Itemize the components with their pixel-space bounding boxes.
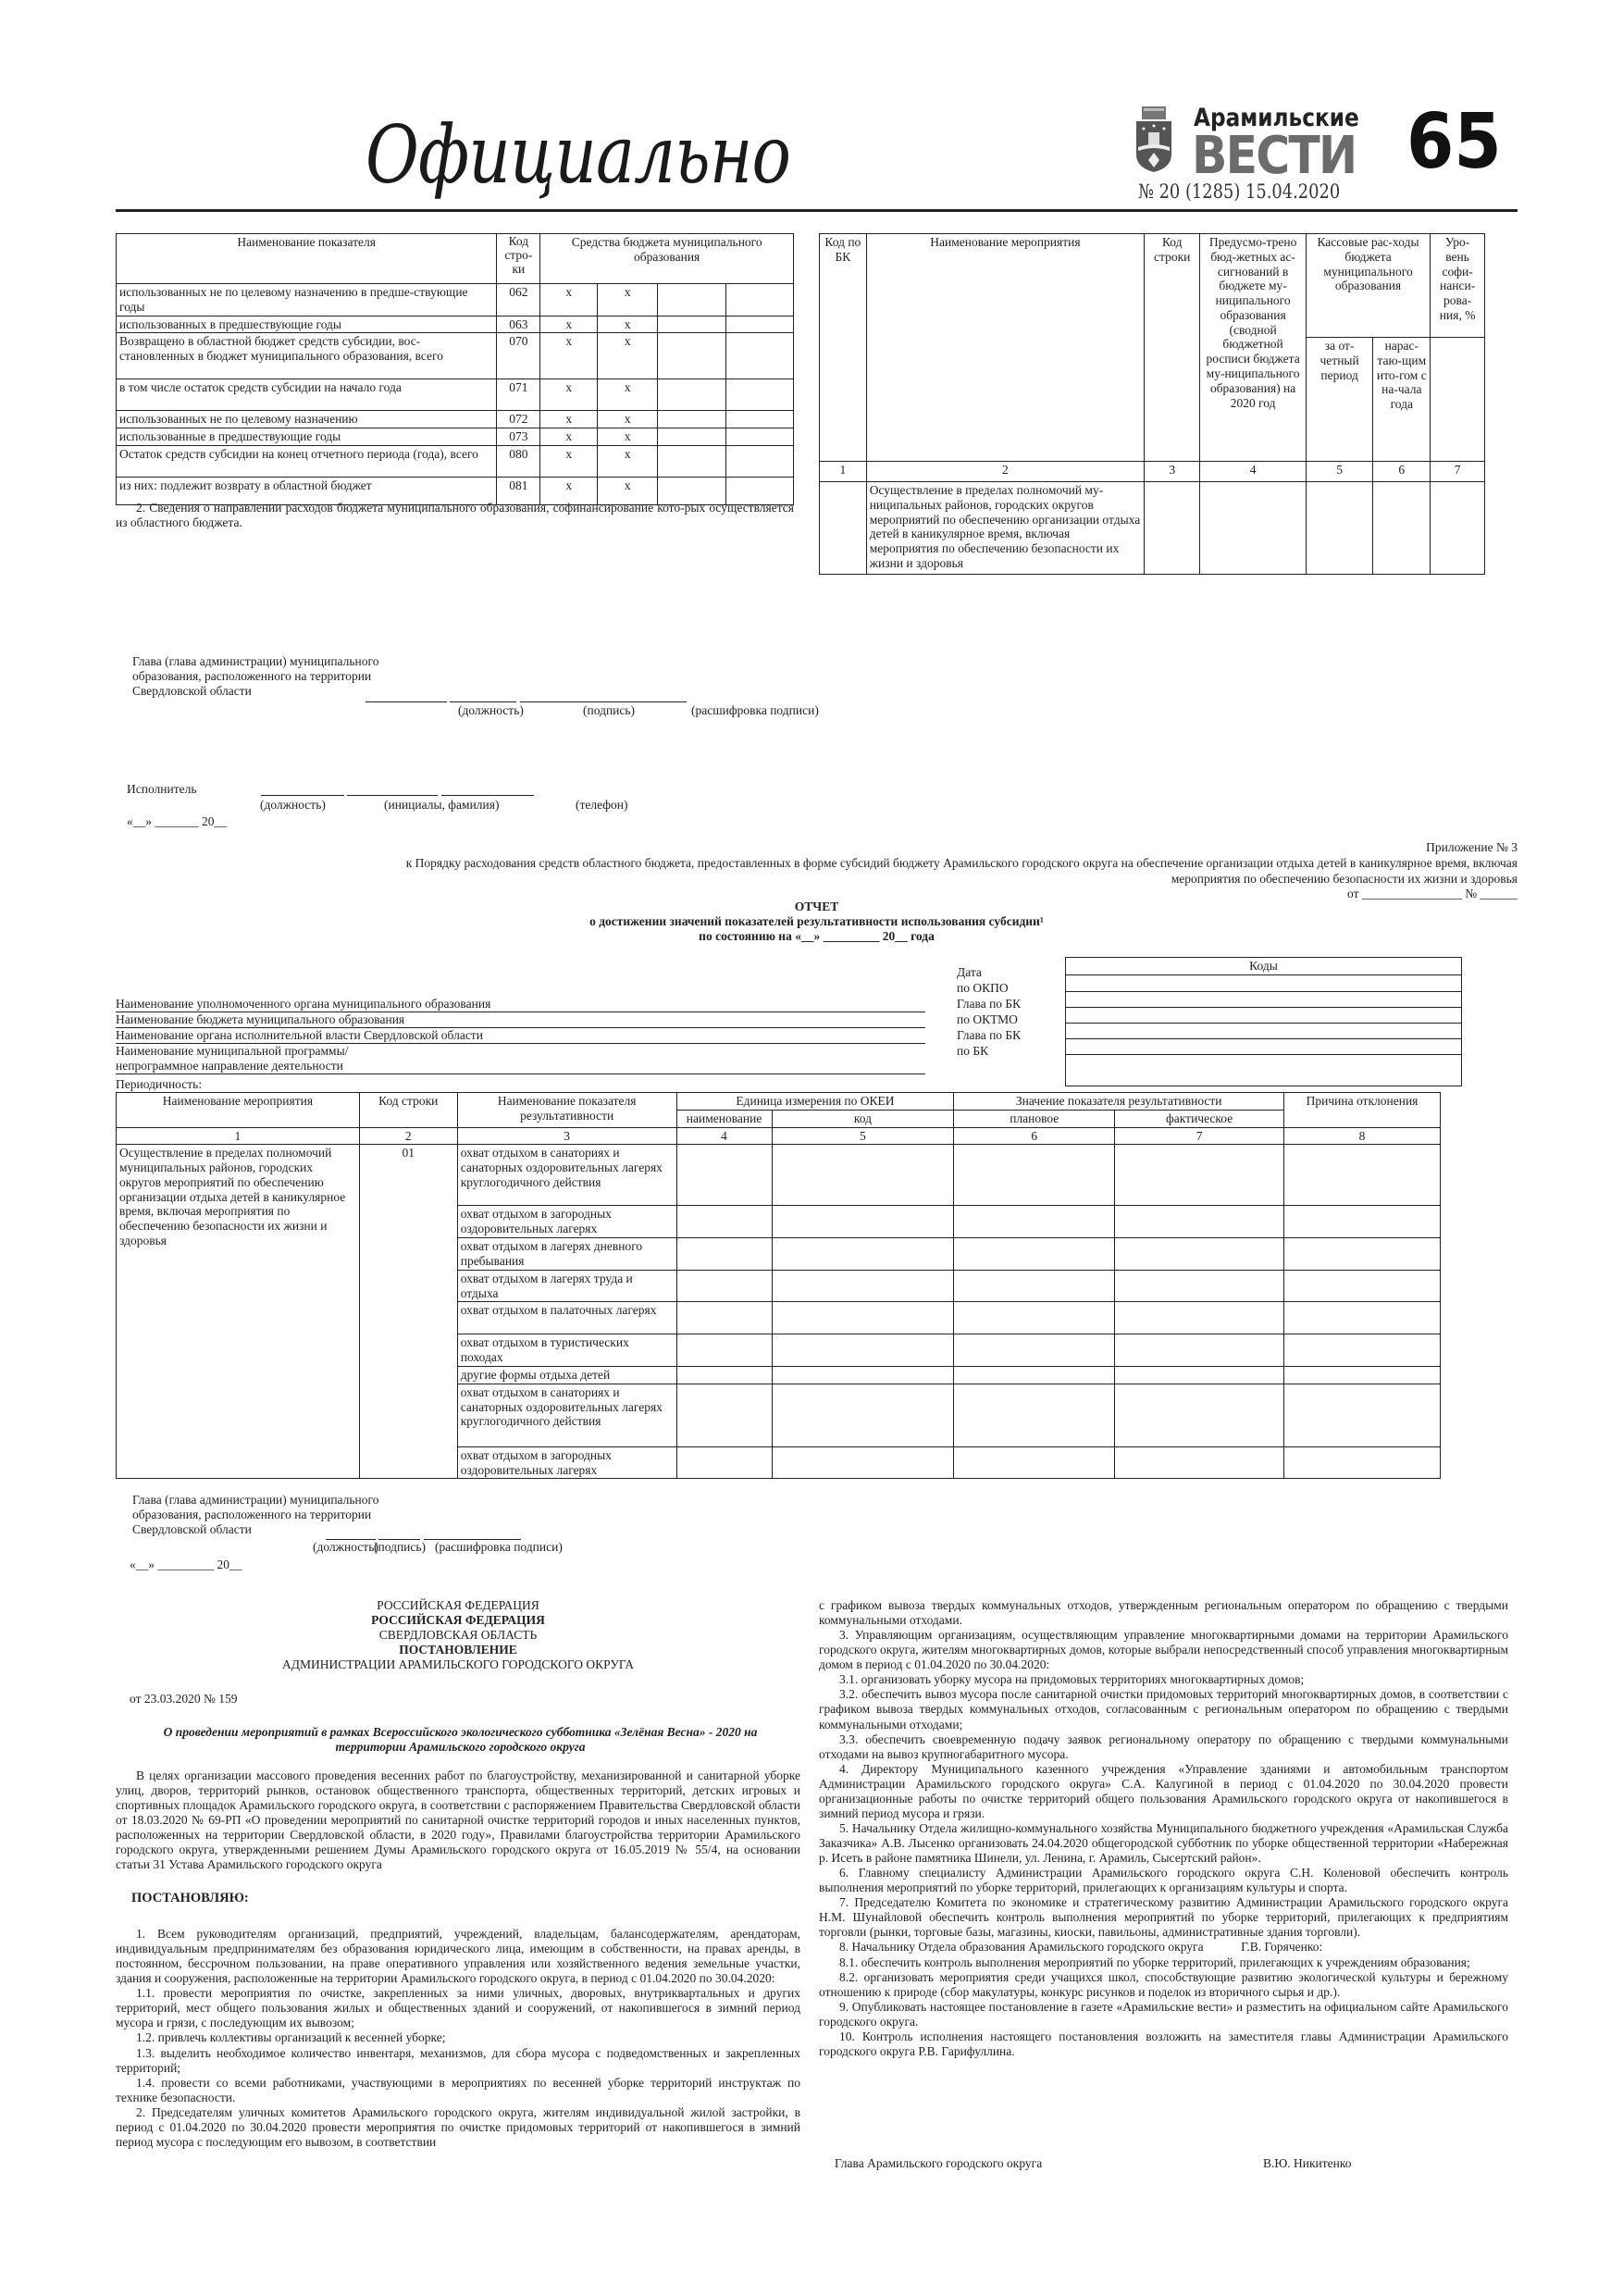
codes-table (1065, 957, 1462, 1086)
decree-paragraph: 4. Директору Муниципального казенного учреждения «Управление зданиями и автомобильным транспортом Администрации Арамильского городского округа» С.А. Калугиной в период с 01.04.2020 по 30.04.2020 провести организационные работы по очистке территорий общего пользования Арамильского городского округа от накопившегося в зимний период мусора и грязи. (819, 1761, 1508, 1820)
table-row: Осуществление в пределах полномочий муниципальных районов, городских округов мероприятий по обеспечению организации отдыха детей в каникулярное время, включая мероприятия по обеспечению безопасности их жизни и здоровья 01 охват отдыхом в санаториях и санаторных оздоровительных лагерях круглогодичного действия (117, 1145, 1441, 1206)
header-value-plan: плановое (954, 1110, 1115, 1127)
decree-left-column (116, 1927, 800, 2150)
decree-paragraph: 10. Контроль исполнения настоящего постановления возложить на заместителя главы Администрации Арамильского городского округа Р.В. Гарифуллина. (819, 2029, 1508, 2058)
field-executive-body: Наименование органа исполнительной власти Свердловской области (116, 1028, 925, 1044)
decree-paragraph: с графиком вывоза твердых коммунальных отходов, утвержденным региональным оператором по обращению с твердыми коммунальными отходами. (819, 1598, 1508, 1628)
decree-paragraph: 3. Управляющим организациям, осуществляющим управление многоквартирными домами на территории Арамильского городского округа, жителям многоквартирных домов, которые выбрали непосредственный способ управления многоквартирным домом в период с 01.04.2020 по 30.04.2020: (819, 1628, 1508, 1672)
table-row: использованных в предшествующие годы 063 x x (117, 316, 794, 333)
header-unit: Единица измерения по ОКЕИ (676, 1093, 954, 1111)
decree-header-3: СВЕРДЛОВСКАЯ ОБЛАСТЬ (378, 1628, 538, 1642)
appendix-line1: к Порядку расходования средств областного бюджета, предоставленных в форме субсидий бюджету Арамильского городского округа на обеспечение организации отдыха детей в каникулярное время, включая (405, 856, 1518, 870)
code-label-glava2: Глава по БК (957, 1028, 1022, 1042)
code-label-oktmo: по ОКТМО (957, 1012, 1018, 1026)
decree-paragraph: 1.4. провести со всеми работниками, участвующими в мероприятиях по весенней уборке территорий инструктаж по технике безопасности. (116, 2075, 800, 2104)
appendix-line3: от ________________ № ______ (1347, 887, 1518, 900)
budget-expenses-table: Код по БК Наименование мероприятия Код строки Предусмо-трено бюд-жетных ас-сигнований в бюджете му-ниципального образования (сводной бюджетной росписи бюджета му-ниципального образования) на 2020 год Кассовые рас-ходы бюджета муниципального образования Уро-вень софи-нанси-рова-ния, % за от-четный период нарас-таю-щим ито-гом с на-чала года 1 2 3 4 5 6 7 Осуществление в пределах полномочий му-ниципальных районов, городских округов мероприятий по обеспечению организации отдыха детей в каникулярное время, включая мероприятия по обеспечению безопасности их жизни и здоровья (819, 233, 1485, 575)
field-budget: Наименование бюджета муниципального образования (116, 1012, 925, 1028)
decree-paragraph: 6. Главному специалисту Администрации Арамильского городского округа С.Н. Коленовой обеспечить контроль выполнения мероприятий по уборке территорий, прилегающих к организациям культуры и спорта. (819, 1866, 1508, 1895)
header-reason: Причина отклонения (1284, 1093, 1441, 1128)
decree-paragraph: 1. Всем руководителям организаций, предприятий, учреждений, владельцам, балансодержателям, арендаторам, индивидуальным предпринимателям без образования юридического лица, имеющим в собственности, на правах аренды, в постоянном, бессрочном пользовании, на праве оперативного управления или хозяйственного ведения земельные участки, здания и сооружения, расположенные на территории Арамильского городского округа, в период с 01.04.2020 по 30.04.2020: (116, 1927, 800, 1986)
executor-label-position: (должность) (260, 798, 326, 812)
header-unit-code: код (772, 1110, 954, 1127)
codes-header: Коды (1066, 958, 1462, 975)
decree-paragraph: 5. Начальнику Отдела жилищно-коммунального хозяйства Муниципального бюджетного учреждения «Арамильская Служба Заказчика» А.В. Лысенко организовать 24.04.2020 общегородской субботник по уборке общественной территории «Набережная р. Исеть в районе памятника Шинели, ул. Ленина, г. Арамиль, Сысертский район». (819, 1820, 1508, 1866)
decree-header-5: АДМИНИСТРАЦИИ АРАМИЛЬСКОГО ГОРОДСКОГО ОКРУГА (282, 1657, 634, 1671)
code-label-okpo: по ОКПО (957, 981, 1009, 995)
code-label-bk: по БК (957, 1044, 989, 1058)
signature-label-decode: (расшифровка подписи) (691, 703, 819, 717)
table-row: использованных не по целевому назначению в предше-ствующие годы 062 x x (117, 284, 794, 316)
header-code: Код строки (359, 1093, 457, 1128)
periodicity-label: Периодичность: (116, 1077, 203, 1091)
signature-lines (365, 691, 687, 706)
table-row: в том числе остаток средств субсидии на начало года 071 x x (117, 379, 794, 411)
signature2-label-sign: (подпись) (374, 1540, 427, 1554)
decree-paragraph: 1.1. провести мероприятия по очистке, закрепленных за ними уличных, дворовых, внутриквартальных и других территорий, мест общего пользования жилых и общественных зданий и сооружений, от накопившегося в зимний период мусора и грязи, с последующим их вывозом; (116, 1986, 800, 2030)
header-row-code: Код строки (1145, 234, 1200, 462)
table-row: охват отдыхом в палаточных лагерях (117, 1302, 1441, 1334)
decree-paragraph: 3.1. организовать уборку мусора на придомовых территориях многоквартирных домов; (839, 1672, 1305, 1687)
header-event: Наименование мероприятия (117, 1093, 360, 1128)
decree-paragraph: 8.2. организовать мероприятия среди учащихся школ, способствующие развитию экологической культуры и бережному отношению к природе (сбор макулатуры, конкурс рисунков и поделок из вторичного сырья и др.). (819, 1969, 1508, 1999)
header-cash-cumulative: нарас-таю-щим ито-гом с на-чала года (1373, 338, 1431, 462)
table-row: охват отдыхом в загородных оздоровительных лагерях (117, 1446, 1441, 1479)
header-indicator: Наименование показателя (117, 234, 497, 284)
header-divider (116, 209, 1518, 212)
decree-paragraph: 2. Председателям уличных комитетов Арамильского городского округа, жителям индивидуальной жилой застройки, в период с 01.04.2020 по 30.04.2020 провести мероприятия по очистке придомовых территорий от накопившегося в зимний период мусора с последующим его вывозом, в соответствии (116, 2104, 800, 2149)
table-row: Остаток средств субсидии на конец отчетного периода (года), всего 080 x x (117, 445, 794, 477)
signature2-date: «__» _________ 20__ (130, 1558, 242, 1571)
table-row: охват отдыхом в санаториях и санаторных оздоровительных лагерях круглогодичного действия (117, 1384, 1441, 1446)
signature2-position: Глава (глава администрации) муниципального образования, расположенного на территории Свердловской области (132, 1493, 379, 1537)
header-indicator: Наименование показателя результативности (457, 1093, 676, 1128)
appendix-title: Приложение № 3 (1426, 840, 1518, 854)
brand-logo-text: ВЕСТИ (1192, 126, 1357, 186)
decree-paragraph: 9. Опубликовать настоящее постановление в газете «Арамильские вести» и разместить на официальном сайте Арамильского городского округа. (819, 1999, 1508, 2029)
table-row: охват отдыхом в загородных оздоровительных лагерях (117, 1206, 1441, 1238)
header-planned: Предусмо-трено бюд-жетных ас-сигнований в бюджете му-ниципального образования (сводной бюджетной росписи бюджета му-ниципального образования) на 2020 год (1200, 234, 1306, 462)
code-label-date: Дата (957, 965, 982, 979)
decree-paragraph: 3.3. обеспечить своевременную подачу заявок региональному оператору по обращению с твердыми коммунальными отходами на вывоз крупногабаритного мусора. (819, 1731, 1508, 1761)
header-event-name: Наименование мероприятия (866, 234, 1144, 462)
decree-paragraph: 1.3. выделить необходимое количество инвентаря, механизмов, для сбора мусора с подведомственных и закрепленных территорий; (116, 2045, 800, 2075)
decree-header-4: ПОСТАНОВЛЕНИЕ (399, 1643, 517, 1657)
header-code: Код стро- ки (497, 234, 540, 284)
table-row: охват отдыхом в лагерях труда и отдыха (117, 1270, 1441, 1302)
decree-paragraph: 8.1. обеспечить контроль выполнения мероприятий по уборке территорий, прилегающих к учреждениям образования; (839, 1955, 1470, 1969)
decree-right-column (819, 1598, 1508, 2059)
issue-number: № 20 (1285) 15.04.2020 (1138, 180, 1341, 203)
decree-paragraph: 8. Начальнику Отдела образования Арамильского городского округа Г.В. Горяченко: (839, 1940, 1323, 1955)
report-date-line: по состоянию на «__» _________ 20__ года (699, 929, 935, 943)
executor-label-name: (инициалы, фамилия) (384, 798, 500, 812)
header-value-fact: фактическое (1115, 1110, 1284, 1127)
executor-label-phone: (телефон) (576, 798, 628, 812)
table-row: другие формы отдыха детей (117, 1367, 1441, 1384)
decree-header-1: РОССИЙСКАЯ ФЕДЕРАЦИЯ (377, 1598, 539, 1612)
code-label-glava1: Глава по БК (957, 997, 1022, 1011)
report-title: ОТЧЕТ (794, 900, 839, 913)
header-cash-period: за от-четный период (1306, 338, 1373, 462)
report-subtitle: о достижении значений показателей результативности использования субсидии¹ (589, 914, 1044, 928)
executor-date: «__» _______ 20__ (127, 814, 227, 828)
table-row: охват отдыхом в туристических походах (117, 1334, 1441, 1367)
signature2-label-position: (должность) (313, 1540, 378, 1554)
table-row: использованных не по целевому назначению 072 x x (117, 411, 794, 428)
section-title: Официально (365, 109, 791, 202)
header-kbk: Код по БК (820, 234, 867, 462)
brand-name: Арамильские (1194, 104, 1359, 132)
signature-label-sign: (подпись) (583, 703, 636, 717)
table-row: использованные в предшествующие годы 073 x x (117, 428, 794, 446)
decree-header-2: РОССИЙСКАЯ ФЕДЕРАЦИЯ (371, 1613, 545, 1627)
effectiveness-table: Наименование мероприятия Код строки Наименование показателя результативности Единица измерения по ОКЕИ Значение показателя результативности Причина отклонения наименование код плановое фактическое 1 2 3 4 5 6 7 8 Осуществление в пределах полномочий муниципальных районов, городских округов мероприятий по обеспечению организации отдыха детей в каникулярное время, включая мероприятия по обеспечению безопасности их жизни и здоровья 01 охват отдыхом в санаториях и санаторных оздоровительных лагерях круглогодичного действия охват отдыхом в загородных оздоровительных лагерях охват отдыхом в лагерях дневного пребывания охват отдыхом в лагерях труда и отдыха охват отдыхом в палаточных лагерях охват отдыхом в туристических походах другие формы отдыха детей охват отдыхом в санаториях и санаторных оздоровительных лагерях круглогодичного действия охват отдыхом в загородных оздоровительных лагерях (116, 1092, 1441, 1479)
signature-position: Глава (глава администрации) муниципального образования, расположенного на территории Свердловской области (132, 654, 379, 699)
signer-title: Глава Арамильского городского округа (835, 2156, 1043, 2170)
header-unit-name: наименование (676, 1110, 772, 1127)
event-name: Осуществление в пределах полномочий муниципальных районов, городских округов мероприятий по обеспечению организации отдыха детей в каникулярное время, включая мероприятия по обеспечению безопасности их жизни и здоровья (117, 1145, 360, 1479)
subsidy-balance-table (116, 233, 794, 505)
signer-name: В.Ю. Никитенко (1263, 2156, 1352, 2170)
signature-label-position: (должность) (458, 703, 524, 717)
header-budget: Средства бюджета муниципального образования (540, 234, 794, 284)
decree-date: от 23.03.2020 № 159 (130, 1692, 238, 1706)
table-row: из них: подлежит возврату в областной бюджет 081 x x (117, 477, 794, 504)
field-authority: Наименование уполномоченного органа муниципального образования (116, 997, 925, 1012)
decree-paragraph: 7. Председателю Комитета по экономике и стратегическому развитию Администрации Арамильского городского округа Н.М. Шунайловой обеспечить контроль выполнения мероприятий по уборке территорий, прилегающих к предприятиям торговли (рынки, торговые базы, магазины, киоски, павильоны, административные здания торговли). (819, 1895, 1508, 1940)
page-number: 65 (1406, 98, 1502, 186)
executor-label: Исполнитель (127, 782, 197, 796)
appendix-line2: мероприятия по обеспечению безопасности их жизни и здоровья (1171, 872, 1518, 886)
decree-paragraph: 3.2. обеспечить вывоз мусора после санитарной очистки придомовых территорий многоквартирных домов, в соответствии с графиком вывоза твердых коммунальных отходов, согласованным с региональным оператором по обращению с твердыми коммунальными отходами; (819, 1687, 1508, 1731)
decree-paragraph: 1.2. привлечь коллективы организаций к весенней уборке; (136, 2030, 446, 2045)
header-cofinancing-level: Уро-вень софи-нанси-рова-ния, % (1431, 234, 1485, 338)
coat-of-arms-icon (1134, 105, 1173, 173)
decree-title: О проведении мероприятий в рамках Всероссийского экологического субботника «Зелёная Весна» - 2020 на территории Арамильского городского округа (163, 1725, 758, 1755)
header-cash: Кассовые рас-ходы бюджета муниципального образования (1306, 234, 1430, 338)
table-row: охват отдыхом в лагерях дневного пребывания (117, 1237, 1441, 1270)
signature2-label-decode: (расшифровка подписи) (435, 1540, 563, 1554)
row-code: 01 (359, 1145, 457, 1479)
header-value: Значение показателя результативности (954, 1093, 1284, 1111)
decree-word: ПОСТАНОВЛЯЮ: (131, 1891, 249, 1905)
table-row: Осуществление в пределах полномочий му-ниципальных районов, городских округов мероприятий по обеспечению организации отдыха детей в каникулярное время, включая мероприятия по обеспечению безопасности их жизни и здоровья (820, 482, 1485, 575)
table-row: Возвращено в областной бюджет средств субсидии, вос-становленных в бюджет муниципального образования, всего 070 x x (117, 333, 794, 379)
field-program: Наименование муниципальной программы/непрограммное направление деятельности (116, 1044, 925, 1074)
decree-preamble: В целях организации массового проведения весенних работ по благоустройству, механизированной и санитарной уборке улиц, дворов, территорий рынков, остановок общественного транспорта, общественных территорий, детских игровых и спортивных площадок Арамильского городского округа, в соответствии с распоряжением Правительства Свердловской области от 18.03.2020 № 69-РП «О проведении мероприятий по санитарной очистке территорий городов и иных населенных пунктов, расположенных на территории Свердловской области, в 2020 году», Правилами благоустройства территории Арамильского городского округа, утвержденными решением Думы Арамильского городского округа от 16.05.2019 № 55/4, на основании статьи 31 Устава Арамильского городского округа (116, 1769, 800, 1872)
note-paragraph: 2. Сведения о направлении расходов бюджета муниципального образования, софинансирование кото-рых осуществляется из областного бюджета. (116, 501, 794, 530)
